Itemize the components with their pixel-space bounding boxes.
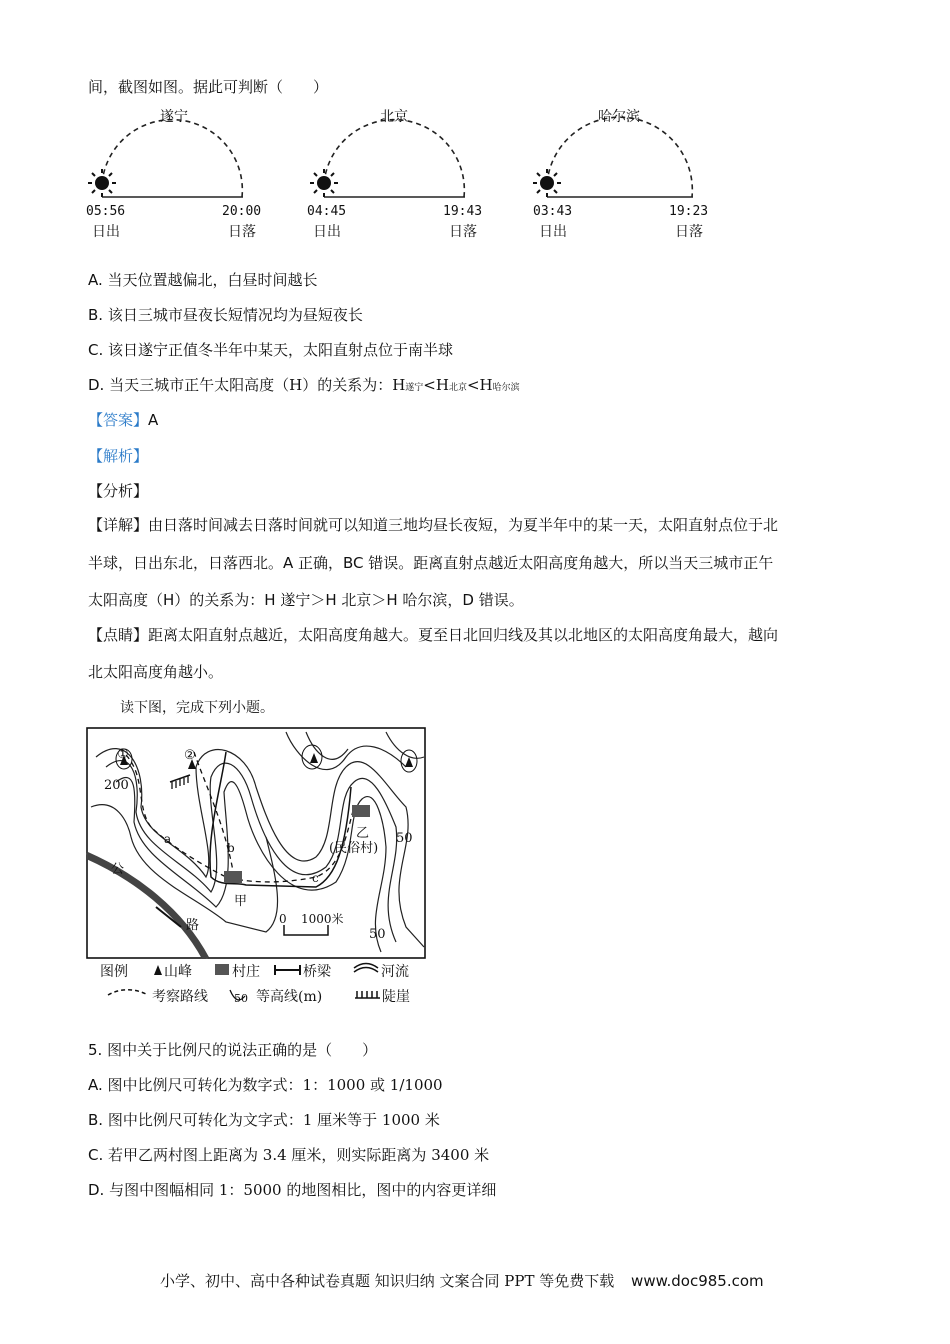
- detail-line-1: [88, 515, 778, 535]
- road-lu-label: 路: [186, 918, 200, 933]
- option-a: [88, 270, 318, 290]
- legend-title: 图例: [100, 964, 128, 980]
- sun-diagram-harbin: [533, 117, 693, 197]
- legend-village-icon: [215, 964, 229, 975]
- scale-value-label: 1000米: [301, 912, 344, 926]
- detail-tag: 【详解】: [88, 516, 149, 534]
- dianjing-line-1: [88, 625, 778, 645]
- legend-cliff-icon: [355, 991, 380, 998]
- option-text: 当天位置越偏北，白昼时间越长: [107, 271, 318, 289]
- option-letter: A.: [88, 271, 103, 289]
- analysis-tag: 【解析】: [88, 447, 149, 465]
- option-c: [88, 340, 453, 360]
- answer-line: [88, 410, 158, 430]
- sun-diagrams: [80, 100, 740, 245]
- route-c-label: c: [312, 871, 319, 885]
- question-text: 图中关于比例尺的说法正确的是（ ）: [107, 1041, 378, 1059]
- sunrise-time: 03:43: [533, 204, 573, 219]
- footer-site-link[interactable]: www.doc985.com: [631, 1272, 764, 1290]
- sunset-label: 日落: [675, 224, 703, 240]
- q5-option-a: [88, 1075, 443, 1095]
- dianjing-tag: 【点睛】: [88, 626, 149, 644]
- option-letter: C.: [88, 1146, 104, 1164]
- legend-contour-number: 50: [234, 992, 248, 1005]
- sun-diagram-suining: [88, 120, 243, 197]
- sunset-label: 日落: [228, 224, 256, 240]
- contour-50-label: 50: [369, 927, 386, 942]
- road-gong-label: 公: [111, 862, 125, 877]
- scale-zero-label: 0: [279, 912, 287, 926]
- legend-village-label: 村庄: [232, 964, 260, 980]
- legend-river-label: 河流: [381, 964, 409, 980]
- legend-bridge-icon: [275, 965, 300, 975]
- route-b-label: b: [227, 841, 235, 855]
- sun-icon: [540, 176, 554, 190]
- option-b: [88, 305, 363, 325]
- legend-peak-label: 山峰: [164, 964, 192, 980]
- village-yi-marker: [352, 805, 370, 817]
- contour-50-label: 50: [396, 831, 413, 846]
- question-number: 5.: [88, 1041, 103, 1059]
- sunset-time: 19:43: [443, 204, 483, 219]
- option-text: 该日三城市昼夜长短情况均为昼短夜长: [107, 306, 363, 324]
- sunrise-label: 日出: [313, 224, 341, 240]
- option-text: 与图中图幅相同 1：5000 的地图相比，图中的内容更详细: [109, 1181, 497, 1199]
- sunrise-label: 日出: [92, 224, 120, 240]
- legend-cliff-label: 陡崖: [382, 989, 410, 1005]
- option-letter: B.: [88, 1111, 104, 1129]
- village-jia-marker: [224, 871, 242, 883]
- option-text: 图中比例尺可转化为数字式：1：1000 或 1/1000: [107, 1076, 443, 1094]
- sunset-time: 20:00: [222, 204, 262, 219]
- q5-option-c: [88, 1145, 489, 1165]
- sunrise-time: 04:45: [307, 204, 347, 219]
- option-text-prefix: 当天三城市正午太阳高度（H）的关系为：H: [109, 376, 406, 394]
- city-label: 北京: [380, 109, 408, 125]
- detail-line-2: 半球，日出东北，日落西北。A 正确，BC 错误。距离直射点越近太阳高度角越大，所以当天三城市正午: [88, 554, 774, 572]
- legend-route-label: 考察路线: [152, 989, 208, 1005]
- city-label: 哈尔滨: [598, 109, 640, 125]
- q5-stem: [88, 1040, 377, 1060]
- subscript: 哈尔滨: [492, 383, 520, 393]
- fenxi-tag: 【分析】: [88, 482, 149, 500]
- option-letter: B.: [88, 306, 104, 324]
- peak-1-label: ①: [117, 747, 129, 762]
- dianjing-line-2: 北太阳高度角越小。: [88, 663, 224, 681]
- relation: <H: [466, 376, 493, 394]
- q5-option-d: [88, 1180, 496, 1200]
- intro-line: 间，截图如图。据此可判断（ ）: [88, 78, 329, 96]
- village-jia-label: 甲: [234, 894, 248, 909]
- legend-bridge-label: 桥梁: [303, 964, 331, 980]
- contour-map: [86, 727, 426, 959]
- map-legend: [100, 960, 430, 1010]
- answer-value: A: [148, 411, 159, 429]
- legend-contour-label: 等高线(m): [256, 989, 323, 1005]
- detail-line-3: 太阳高度（H）的关系为：H 遂宁＞H 北京＞H 哈尔滨，D 错误。: [88, 591, 524, 609]
- route-a-label: a: [164, 832, 172, 846]
- option-text: [109, 376, 520, 394]
- page-footer: [160, 1270, 764, 1291]
- read-prompt: 读下图，完成下列小题。: [120, 700, 274, 716]
- village-yi-label: 乙: [356, 826, 370, 841]
- sunrise-label: 日出: [539, 224, 567, 240]
- dianjing-text: 距离太阳直射点越近，太阳高度角越大。夏至日北回归线及其以北地区的太阳高度角最大，越向: [148, 626, 779, 644]
- peak-2-label: ②: [184, 748, 196, 763]
- subscript: 遂宁: [405, 383, 424, 393]
- legend-route-icon: [108, 990, 148, 995]
- legend-river-icon: [354, 964, 378, 973]
- sun-icon: [317, 176, 331, 190]
- option-letter: D.: [88, 1181, 105, 1199]
- option-d: [88, 375, 520, 398]
- subscript: 北京: [448, 383, 467, 393]
- legend-peak-icon: [154, 965, 162, 975]
- sunset-time: 19:23: [669, 204, 709, 219]
- sun-icon: [95, 176, 109, 190]
- relation: <H: [423, 376, 449, 394]
- village-yi-note: (民俗村): [329, 841, 379, 856]
- option-text: 若甲乙两村图上距离为 3.4 厘米，则实际距离为 3400 米: [108, 1146, 490, 1164]
- answer-tag: 【答案】: [88, 411, 149, 429]
- q5-option-b: [88, 1110, 440, 1130]
- sunset-label: 日落: [449, 224, 477, 240]
- sunrise-time: 05:56: [86, 204, 126, 219]
- option-text: 图中比例尺可转化为文字式：1 厘米等于 1000 米: [107, 1111, 440, 1129]
- option-letter: A.: [88, 1076, 103, 1094]
- option-letter: D.: [88, 376, 105, 394]
- option-text: 该日遂宁正值冬半年中某天，太阳直射点位于南半球: [108, 341, 454, 359]
- detail-text: 由日落时间减去日落时间就可以知道三地均昼长夜短，为夏半年中的某一天，太阳直射点位于北: [148, 516, 779, 534]
- option-letter: C.: [88, 341, 104, 359]
- city-label: 遂宁: [160, 109, 188, 125]
- contour-200-label: 200: [104, 778, 129, 793]
- sun-diagram-beijing: [310, 120, 465, 197]
- footer-text: 小学、初中、高中各种试卷真题 知识归纳 文案合同 PPT 等免费下载: [160, 1272, 615, 1290]
